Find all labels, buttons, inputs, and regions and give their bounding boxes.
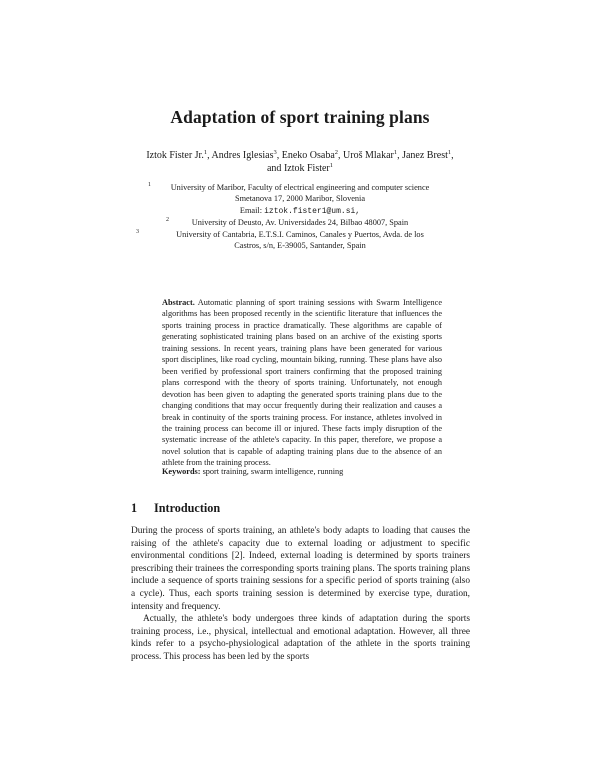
author-affil-mark: 1 bbox=[203, 149, 208, 156]
author-affil-mark: 1 bbox=[447, 149, 452, 156]
affiliation-line: Castros, s/n, E-39005, Santander, Spain bbox=[234, 241, 366, 251]
affiliation-3 bbox=[136, 228, 460, 252]
affiliation-line: University of Maribor, Faculty of electrical engineering and computer science bbox=[170, 183, 430, 192]
affiliation-line: University of Deusto, Av. Universidades 24, Bilbao 48007, Spain bbox=[191, 218, 409, 228]
section-title: Introduction bbox=[154, 501, 221, 515]
paragraph: During the process of sports training, an athlete's body adapts to loading that causes the raising of the athlete's capacity due to external loading or adjustment to specific environmental conditions [2]. Indeed, external loading is determined by sports trainers prescribing their trainees the corresponding sports training plans. The sports training plans include a sequence of sports training sessions for a specific period of sports training (also a cycle). Thus, each sports training session is determined by exercise type, duration, intensity and frequency. bbox=[131, 526, 470, 612]
author-name: Andres Iglesias bbox=[211, 150, 274, 161]
email-address[interactable]: iztok.fister1@um.si, bbox=[264, 206, 361, 216]
author-name: Iztok Fister bbox=[283, 163, 330, 174]
author-list: Iztok Fister Jr.$^1$, Andres Iglesias$^3$, Eneko Osaba$^2$, Uroš Mlakar$^1$, Janez Brest$^1$, and Iztok Fister$^1$ bbox=[146, 149, 454, 174]
affiliation-mark: 1 bbox=[148, 182, 151, 188]
affiliation-2 bbox=[140, 217, 460, 228]
author-separator: , bbox=[338, 150, 344, 161]
affiliation-1 bbox=[140, 182, 460, 217]
email-label: Email: bbox=[239, 205, 263, 215]
author-affil-mark: 1 bbox=[329, 162, 334, 169]
author-separator: , bbox=[276, 150, 282, 161]
affiliations bbox=[136, 182, 460, 251]
keywords-text: sport training, swarm intelligence, running bbox=[202, 467, 344, 476]
author-name: Iztok Fister Jr. bbox=[146, 150, 204, 161]
abstract bbox=[162, 297, 442, 469]
author-name: Eneko Osaba bbox=[281, 150, 335, 161]
affiliation-mark: 3 bbox=[136, 228, 139, 235]
keywords bbox=[162, 466, 442, 477]
affiliation-line: Smetanova 17, 2000 Maribor, Slovenia bbox=[234, 194, 366, 204]
author-affil-mark: 1 bbox=[393, 149, 398, 156]
author-name: Janez Brest bbox=[402, 150, 448, 161]
abstract-label: Abstract. bbox=[162, 298, 195, 307]
affiliation-mark: 2 bbox=[166, 217, 169, 224]
section-heading bbox=[131, 501, 220, 516]
author-name: Uroš Mlakar bbox=[343, 150, 394, 161]
author-affil-mark: 2 bbox=[334, 149, 339, 156]
paragraph: Actually, the athlete's body undergoes three kinds of adaptation during the sports training process, i.e., physical, intellectual and emotional adaptation. However, all three kinds refer to a psycho-physiological adaptation of the athlete in the sports training process. This process has been led by the sports bbox=[131, 614, 470, 662]
section-number: 1 bbox=[131, 501, 138, 515]
paper-title: Adaptation of sport training plans bbox=[170, 107, 430, 127]
author-and: and bbox=[266, 163, 282, 174]
affiliation-line: University of Cantabria, E.T.S.I. Caminos, Canales y Puertos, Avda. de los bbox=[176, 229, 424, 239]
affiliation-email-line bbox=[140, 205, 460, 217]
body-text bbox=[131, 525, 470, 664]
author-affil-mark: 3 bbox=[273, 149, 277, 156]
abstract-text: Automatic planning of sport training sessions with Swarm Intelligence algorithms has been proposed recently in the scientific literature that influences the sports training process in practice dramatically. These algorithms are capable of generating sophisticated training plans based on an archive of the existing sports training sessions. In recent years, training plans have been generated for various sport disciplines, like road cycling, mountain biking, running. These plans have also been verified by professional sport trainers confirming that the proposed training plans correspond with the theory of sports training. Unfortunately, not enough devotion has been given to adapting the generated sports training plans due to the changing conditions that may occur frequently during their realization and causes a break in continuity of the sports training process. For instance, athletes involved in the training process can become ill or injured. These facts imply disruption of the systematic increase of the athlete's capacity. In this paper, therefore, we propose a novel solution that is capable of adapting training plans due to the absence of an athlete from the training process. bbox=[162, 298, 442, 468]
keywords-label: Keywords: bbox=[162, 467, 201, 476]
author-separator: , bbox=[397, 150, 403, 161]
author-separator: , bbox=[207, 150, 212, 161]
